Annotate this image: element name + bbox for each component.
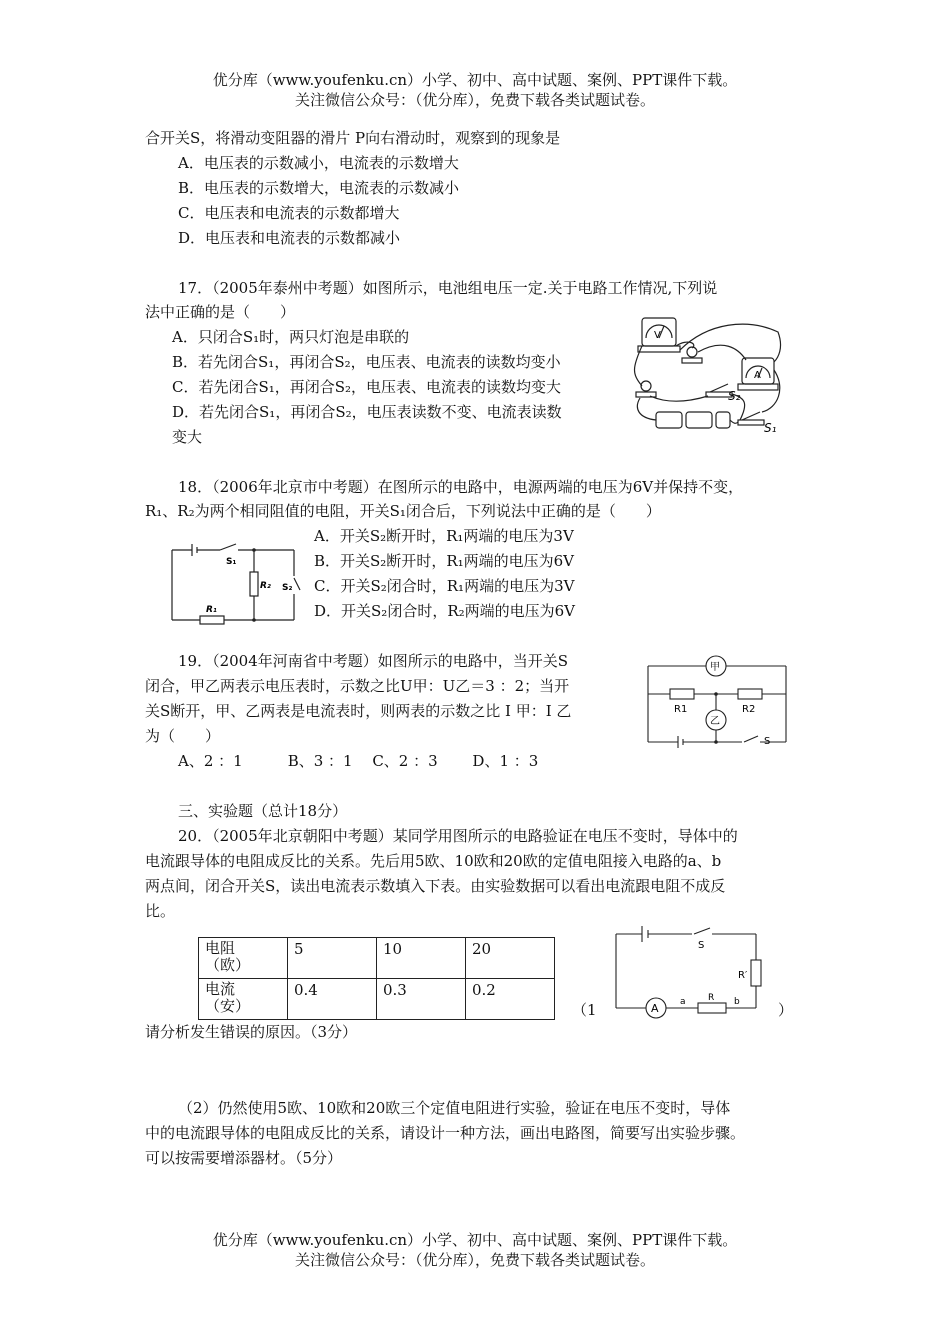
q20-data-table <box>198 937 555 1020</box>
r1-label: R1 <box>674 704 688 715</box>
r2-label: R2 <box>742 704 756 715</box>
battery-cell-1 <box>656 412 682 428</box>
q20-line-4: 比。 <box>145 902 176 920</box>
lamp-top <box>687 347 697 357</box>
table-cell: 5 <box>288 938 377 979</box>
header-line-1: 优分库（www.youfenku.cn）小学、初中、高中试题、案例、PPT课件下载。 <box>212 71 738 89</box>
q17-stem-line-1: 17．（2005年泰州中考题）如图所示，电池组电压一定.关于电路工作情况,下列说 <box>178 279 718 297</box>
q18-option-a: A．开关S₂断开时，R₁两端的电压为3V <box>314 527 574 545</box>
section-3-title: 三、实验题（总计18分） <box>178 802 348 820</box>
q17-option-d-cont: 变大 <box>172 428 203 446</box>
q16-option-a: A．电压表的示数减小，电流表的示数增大 <box>178 154 459 172</box>
q17-option-a: A．只闭合S₁时，两只灯泡是串联的 <box>172 328 410 346</box>
s2-label: S₂ <box>728 389 741 403</box>
q20-paren-close: ） <box>778 1001 794 1019</box>
q17-option-c: C．若先闭合S₁，再闭合S₂，电压表、电流表的读数均变大 <box>172 378 562 396</box>
ammeter-label: A <box>754 370 761 381</box>
q19-line-2: 闭合，甲乙两表示电压表时，示数之比U甲：U乙＝3 ：2；当开 <box>145 677 570 695</box>
s1-label: S₁ <box>226 557 237 567</box>
q17-circuit-figure <box>628 308 788 438</box>
voltmeter-label: V <box>654 330 661 341</box>
resistor-r-prime <box>751 960 761 986</box>
q18-stem-line-2: R₁、R₂为两个相同阻值的电阻，开关S₁闭合后，下列说法中正确的是（ ） <box>145 502 661 520</box>
table-row <box>199 938 555 979</box>
switch-s <box>694 928 710 934</box>
resistor-r2 <box>738 689 762 699</box>
table-cell: 0.3 <box>377 979 466 1020</box>
s2-label: S₂ <box>282 583 293 593</box>
q17-option-b: B．若先闭合S₁，再闭合S₂，电压表、电流表的读数均变小 <box>172 353 561 371</box>
header-line-2: 关注微信公众号：（优分库），免费下载各类试题试卷。 <box>294 91 655 109</box>
resistor-r <box>698 1003 726 1013</box>
ammeter-label: A <box>651 1002 659 1015</box>
q20-line-2: 电流跟导体的电阻成反比的关系。先后用5欧、10欧和20欧的定值电阻接入电路的a、b <box>145 852 722 870</box>
q18-circuit-figure <box>166 538 306 630</box>
s-label: S <box>698 940 705 951</box>
q20-part2-line-1: （2）仍然使用5欧、10欧和20欧三个定值电阻进行实验，验证在电压不变时，导体 <box>178 1099 731 1117</box>
resistor-r1 <box>200 616 224 624</box>
table-cell: 20 <box>466 938 555 979</box>
switch-s1 <box>220 544 236 550</box>
switch-s1 <box>738 420 764 425</box>
s1-label: S₁ <box>764 421 777 435</box>
table-cell: 0.4 <box>288 979 377 1020</box>
switch-s <box>744 736 758 742</box>
q17-option-d: D．若先闭合S₁，再闭合S₂，电压表读数不变、电流表读数 <box>172 403 562 421</box>
r1-label: R₁ <box>206 605 217 615</box>
q19-circuit-figure <box>642 652 792 748</box>
q18-option-b: B．开关S₂断开时，R₁两端的电压为6V <box>314 552 574 570</box>
jia-label: 甲 <box>710 662 720 673</box>
a-label: a <box>680 997 686 1007</box>
q18-option-c: C．开关S₂闭合时，R₁两端的电压为3V <box>314 577 575 595</box>
q19-choices: A、2 ：1 B、3 ：1 C、2 ：3 D、1 ：3 <box>178 752 539 770</box>
q20-line-3: 两点间，闭合开关S，读出电流表示数填入下表。由实验数据可以看出电流跟电阻不成反 <box>145 877 726 895</box>
q16-option-c: C．电压表和电流表的示数都增大 <box>178 204 400 222</box>
q20-paren-open: （1 <box>572 1001 597 1019</box>
resistor-r2 <box>250 572 258 596</box>
r-prime-label: R′ <box>738 970 748 981</box>
switch-s2 <box>294 578 300 590</box>
q19-line-1: 19．（2004年河南省中考题）如图所示的电路中，当开关S <box>178 652 569 670</box>
q19-line-3: 关S断开，甲、乙两表是电流表时，则两表的示数之比 I 甲：I 乙 <box>145 702 572 720</box>
r2-label: R₂ <box>260 581 271 591</box>
q16-option-d: D．电压表和电流表的示数都减小 <box>178 229 401 247</box>
footer-line-1: 优分库（www.youfenku.cn）小学、初中、高中试题、案例、PPT课件下载。 <box>212 1231 738 1249</box>
q20-circuit-figure <box>606 920 776 1020</box>
table-cell: 0.2 <box>466 979 555 1020</box>
q16-option-b: B．电压表的示数增大，电流表的示数减小 <box>178 179 460 197</box>
lamp-left <box>641 381 651 391</box>
table-row-label: 电阻 （欧） <box>199 938 288 979</box>
yi-label: 乙 <box>710 716 720 727</box>
footer-line-2: 关注微信公众号：（优分库），免费下载各类试题试卷。 <box>294 1251 655 1269</box>
table-row <box>199 979 555 1020</box>
q20-line-1: 20．（2005年北京朝阳中考题）某同学用图所示的电路验证在电压不变时，导体中的 <box>178 827 738 845</box>
table-row-label: 电流 （安） <box>199 979 288 1020</box>
q18-option-d: D．开关S₂闭合时，R₂两端的电压为6V <box>314 602 575 620</box>
q19-line-4: 为（ ） <box>145 727 221 745</box>
b-label: b <box>734 997 740 1007</box>
resistor-r1 <box>670 689 694 699</box>
q20-part1-question: 请分析发生错误的原因。（3分） <box>145 1023 358 1041</box>
table-cell: 10 <box>377 938 466 979</box>
battery-cell-2 <box>686 412 712 428</box>
q17-stem-line-2: 法中正确的是（ ） <box>145 303 296 321</box>
q20-part2-line-3: 可以按需要增添器材。（5分） <box>145 1149 343 1167</box>
q16-stem: 合开关S，将滑动变阻器的滑片 P向右滑动时，观察到的现象是 <box>145 129 561 147</box>
q20-part2-line-2: 中的电流跟导体的电阻成反比的关系，请设计一种方法，画出电路图，简要写出实验步骤。 <box>145 1124 746 1142</box>
s-label: S <box>764 736 771 747</box>
r-label: R <box>708 993 715 1003</box>
q18-stem-line-1: 18．（2006年北京市中考题）在图所示的电路中，电源两端的电压为6V并保持不变， <box>178 478 744 496</box>
